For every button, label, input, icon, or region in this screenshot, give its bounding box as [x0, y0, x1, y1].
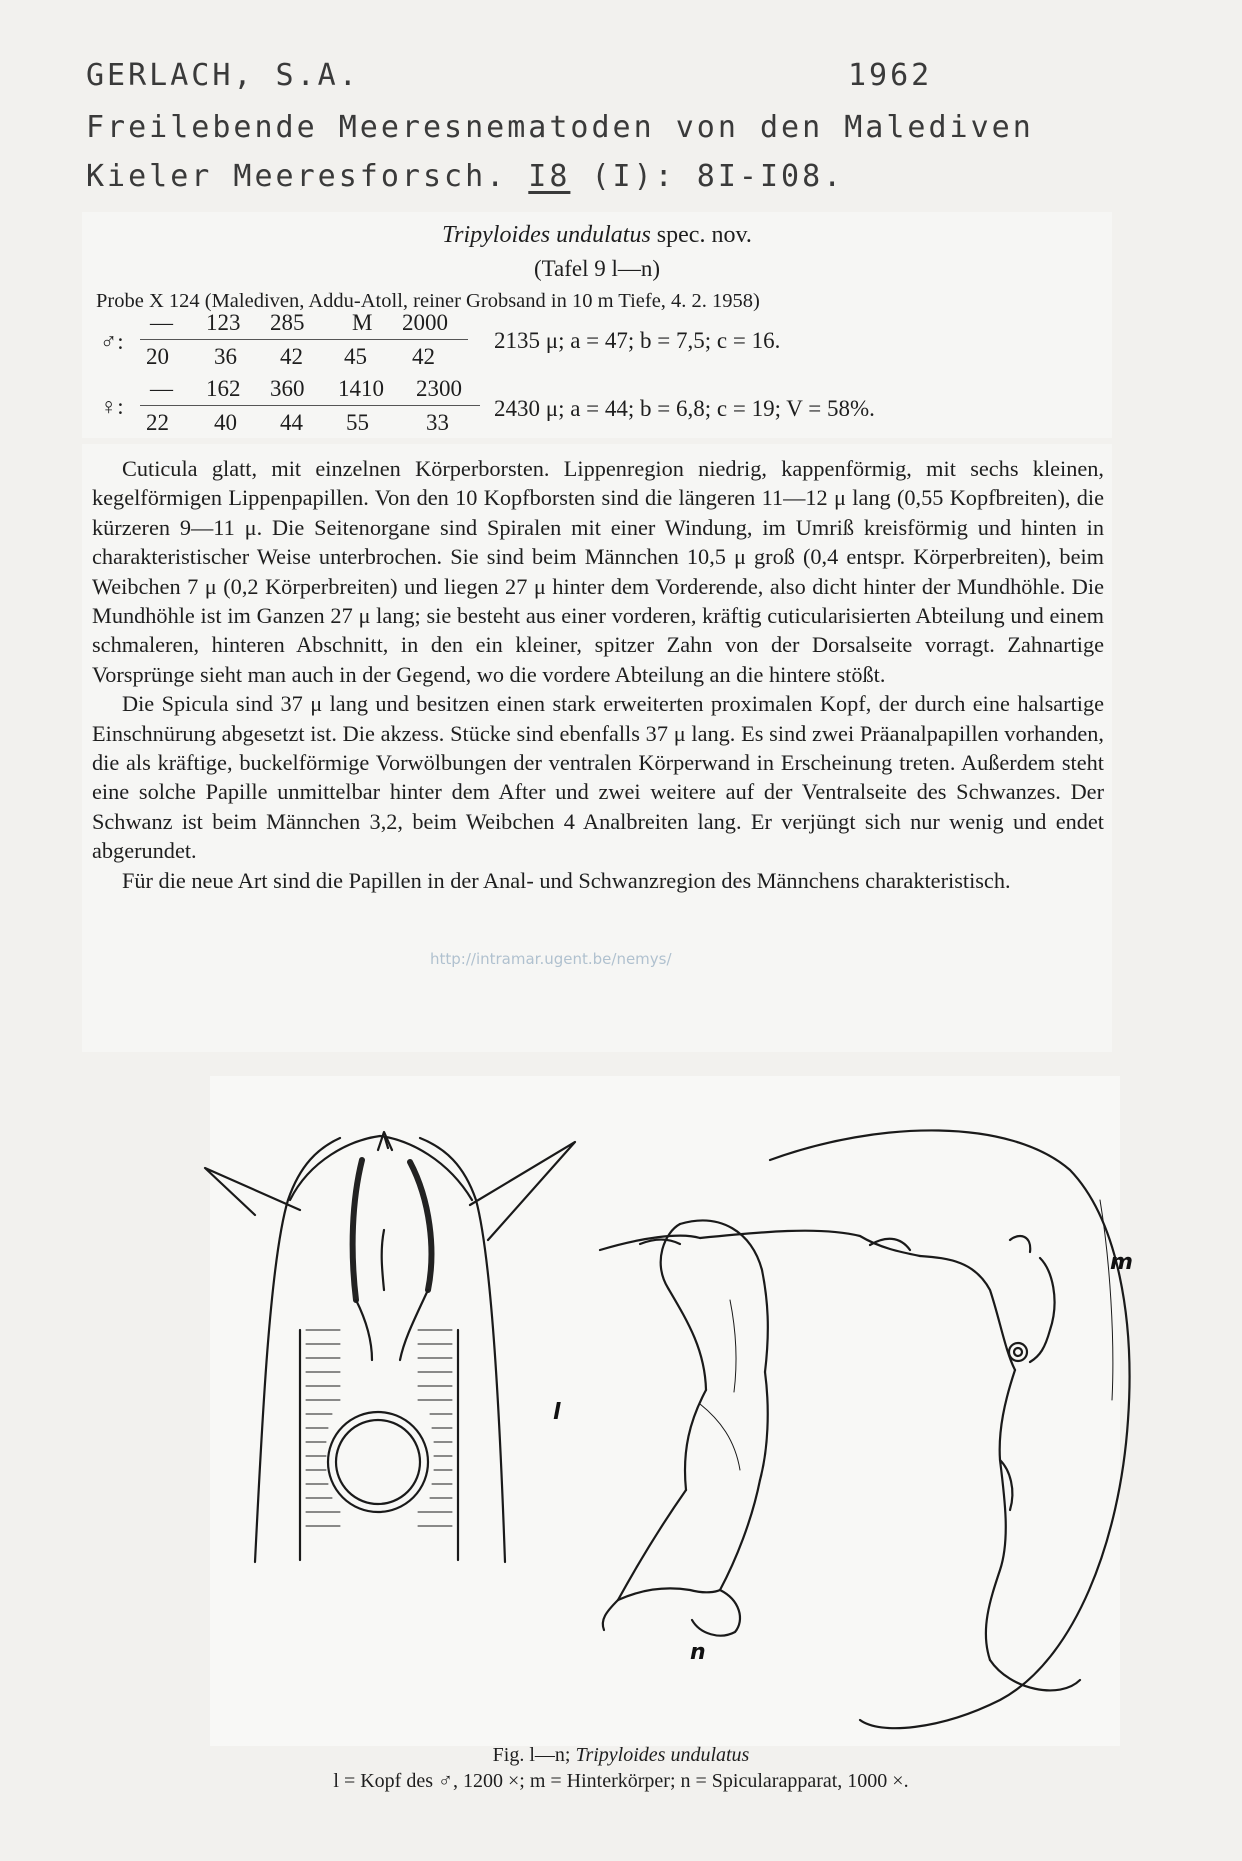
head-drawing-l	[205, 1132, 575, 1562]
header-title: Freilebende Meeresnematoden von den Malediven	[86, 110, 1034, 145]
journal-volume: I8	[528, 159, 571, 194]
plate-reference: (Tafel 9 l—n)	[533, 256, 661, 281]
male-bottom-0: 20	[146, 344, 169, 369]
watermark-url: http://intramar.ugent.be/nemys/	[430, 950, 672, 968]
figure-label-n: n	[690, 1640, 706, 1665]
figure-caption-line-1	[0, 1744, 1242, 1767]
female-indices: 2430 μ; a = 44; b = 6,8; c = 19; V = 58%.	[494, 396, 875, 421]
caption-prefix: Fig. l—n;	[492, 1744, 571, 1766]
male-symbol: ♂:	[100, 329, 124, 354]
description-paragraph-3: Für die neue Art sind die Papillen in der Anal- und Schwanzregion des Männchens charakteristisch.	[122, 867, 1011, 893]
male-top-3: M	[352, 310, 373, 335]
female-top-4: 2300	[416, 376, 462, 401]
male-top-0: —	[150, 310, 173, 335]
tail-drawing-m	[600, 1130, 1130, 1728]
header-author: GERLACH, S.A.	[86, 58, 360, 93]
figure-caption-line-2: l = Kopf des ♂, 1200 ×; m = Hinterkörper; n = Spicularapparat, 1000 ×.	[333, 1770, 909, 1792]
female-symbol: ♀:	[100, 394, 124, 419]
journal-issue: (I): 8I-I08.	[591, 159, 845, 194]
sample-info: Probe X 124 (Malediven, Addu-Atoll, reiner Grobsand in 10 m Tiefe, 4. 2. 1958)	[96, 290, 760, 312]
description-paragraph-2: Die Spicula sind 37 μ lang und besitzen einen stark erweiterten proximalen Kopf, der durch eine halsartige Einschnürung abgesetzt ist. Die akzess. Stücke sind ebenfalls 37 μ lang. Es sind zwei Präanalpapillen vorhanden, die als kräftige, buckelförmige Vorwölbungen der ventralen Körperwand in Erscheinung treten. Außerdem steht eine solche Papille unmittelbar hinter dem After und zwei weitere auf der Ventralseite des Schwanzes. Der Schwanz ist beim Männchen 3,2, beim Weibchen 4 Analbreiten lang. Er verjüngt sich nur wenig und endet abgerundet.	[92, 691, 1104, 864]
annulation-lines-left	[306, 1330, 340, 1526]
species-suffix: spec. nov.	[656, 222, 752, 248]
female-bottom-2: 44	[280, 410, 303, 435]
male-indices: 2135 μ; a = 47; b = 7,5; c = 16.	[494, 328, 781, 353]
female-top-2: 360	[270, 376, 305, 401]
male-bottom-1: 36	[214, 344, 237, 369]
figure-label-m: m	[1110, 1250, 1133, 1275]
male-bottom-3: 45	[344, 344, 367, 369]
female-bottom-4: 33	[426, 410, 449, 435]
female-top-0: —	[150, 376, 173, 401]
male-top-2: 285	[270, 310, 305, 335]
description-paragraph-1: Cuticula glatt, mit einzelnen Körperborsten. Lippenregion niedrig, kappenförmig, mit sechs kleinen, kegelförmigen Lippenpapillen. Von den 10 Kopfborsten sind die längeren 11—12 μ lang (0,55 Kopfbreiten), die kürzeren 9—11 μ. Die Seitenorgane sind Spiralen mit einer Windung, im Umriß kreisförmig und hinten in charakteristischer Weise unterbrochen. Sie sind beim Männchen 10,5 μ groß (0,4 entspr. Körperbreiten), beim Weibchen 7 μ (0,2 Körperbreiten) und liegen 27 μ hinter dem Vorderende, also dicht hinter der Mundhöhle. Die Mundhöhle ist im Ganzen 27 μ lang; sie besteht aus einer vorderen, kräftig cuticularisierten Abteilung und einem schmaleren, hinteren Abschnitt, in den ein kleiner, spitzer Zahn von der Dorsalseite vorragt. Zahnartige Vorsprünge sieht man auch in der Gegend, wo die vordere Abteilung an die hintere stößt.	[92, 456, 1104, 687]
header-year: 1962	[848, 58, 933, 93]
male-top-4: 2000	[402, 310, 448, 335]
female-bottom-1: 40	[214, 410, 237, 435]
male-top-1: 123	[206, 310, 241, 335]
male-bottom-4: 42	[412, 344, 435, 369]
caption-species: Tripyloides undulatus	[575, 1744, 750, 1766]
annulation-lines-right	[418, 1330, 452, 1526]
female-bottom-0: 22	[146, 410, 169, 435]
female-top-3: 1410	[338, 376, 384, 401]
species-name: Tripyloides undulatus	[442, 222, 651, 248]
female-bottom-3: 55	[346, 410, 369, 435]
spicule-drawing-n	[603, 1221, 768, 1636]
figure-label-l: l	[553, 1400, 561, 1425]
female-top-1: 162	[206, 376, 241, 401]
male-bottom-2: 42	[280, 344, 303, 369]
journal-prefix: Kieler Meeresforsch.	[86, 159, 508, 194]
